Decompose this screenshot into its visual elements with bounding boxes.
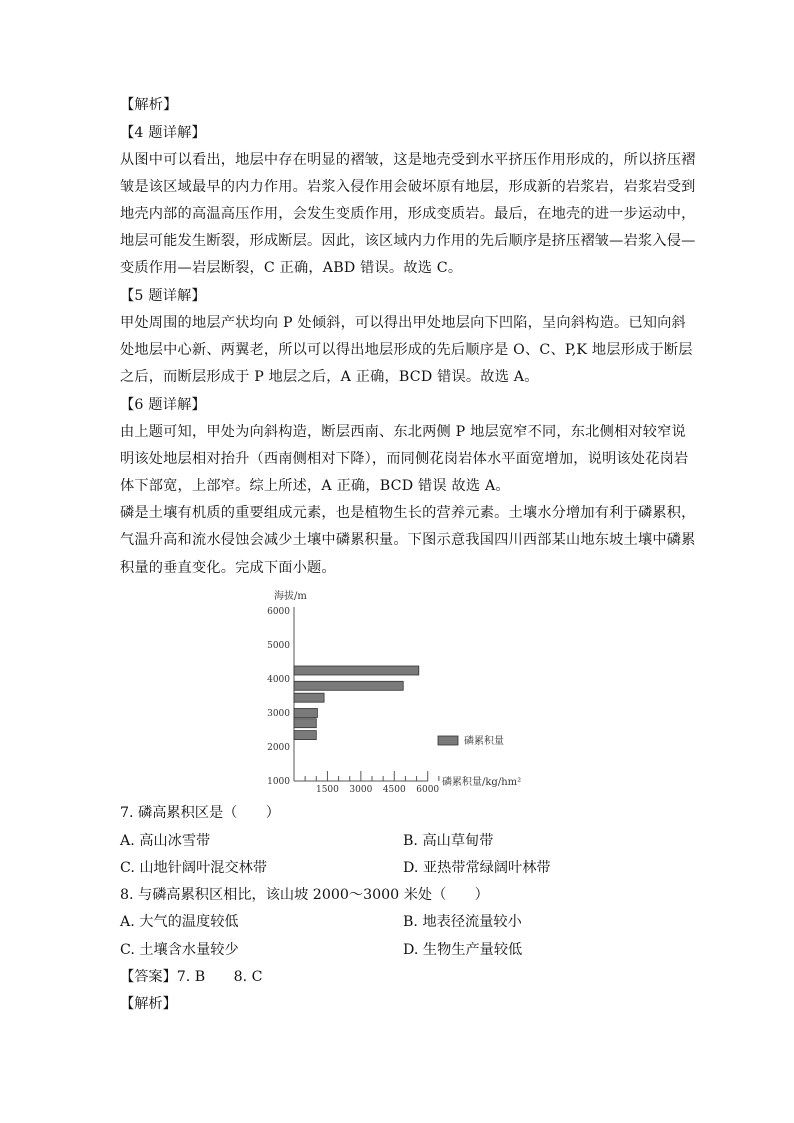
data-bar xyxy=(294,666,419,675)
question-8-option-d: D. 生物生产量较低 xyxy=(403,942,523,958)
text-line: 由上题可知，甲处为向斜构造，断层西南、东北两侧 P 地层宽窄不同，东北侧相对较窄说 xyxy=(120,424,686,440)
text-line: 【4 题详解】 xyxy=(120,125,206,141)
x-axis-label: 磷累积量/kg/hm² xyxy=(442,777,522,788)
question-8-option-c: C. 土壤含水量较少 xyxy=(120,942,239,958)
text-line: 地层可能发生断裂，形成断层。因此，该区域内力作用的先后顺序是挤压褶皱—岩浆入侵— xyxy=(120,233,696,249)
y-tick-label: 2000 xyxy=(267,743,290,753)
question-7-option-c: C. 山地针阔叶混交林带 xyxy=(120,860,268,876)
text-line: 积量的垂直变化。完成下面小题。 xyxy=(120,560,336,576)
text-line: 之后，而断层形成于 P 地层之后，A 正确，BCD 错误。故选 A。 xyxy=(120,369,539,385)
legend-swatch xyxy=(438,736,458,745)
y-tick-label: 6000 xyxy=(267,607,290,617)
data-bar xyxy=(294,731,316,740)
text-line: 从图中可以看出，地层中存在明显的褶皱，这是地壳受到水平挤压作用形成的，所以挤压褶 xyxy=(120,152,696,168)
y-tick-label: 4000 xyxy=(267,675,290,685)
y-tick-label: 1000 xyxy=(267,777,290,787)
legend-label: 磷累积量 xyxy=(464,736,504,747)
text-line: 甲处周围的地层产状均向 P 处倾斜，可以得出甲处地层向下凹陷，呈向斜构造。已知向斜 xyxy=(120,315,686,331)
x-tick-label: 6000 xyxy=(416,785,440,795)
y-axis-label: 海拔/m xyxy=(274,591,307,602)
data-bar xyxy=(294,709,317,718)
x-tick-label: 1500 xyxy=(315,785,339,795)
answer-line: 【答案】7. B 8. C xyxy=(120,969,263,985)
question-7-stem: 7. 磷高累积区是（ ） xyxy=(120,805,280,821)
text-line: 皱是该区域最早的内力作用。岩浆入侵作用会破坏原有地层，形成新的岩浆岩，岩浆岩受到 xyxy=(120,179,696,195)
text-line: 【6 题详解】 xyxy=(120,397,206,413)
data-bar xyxy=(294,693,324,702)
y-tick-label: 5000 xyxy=(267,641,290,651)
question-8-option-a: A. 大气的温度较低 xyxy=(120,914,239,930)
text-line: 变质作用—岩层断裂，C 正确，ABD 错误。故选 C。 xyxy=(120,260,463,276)
text-line: 【解析】 xyxy=(120,97,178,113)
text-line: 体下部宽，上部窄。综上所述，A 正确，BCD 错误 故选 A。 xyxy=(120,478,510,494)
text-line: 磷是土壤有机质的重要组成元素，也是植物生长的营养元素。土壤水分增加有利于磷累积， xyxy=(120,505,696,521)
text-line: 处地层中心新、两翼老，所以可以得出地层形成的先后顺序是 O、C、P,K 地层形成于断层 xyxy=(120,342,693,358)
question-7-option-a: A. 高山冰雪带 xyxy=(120,833,211,849)
x-tick-label: 3000 xyxy=(349,785,373,795)
text-line: 【5 题详解】 xyxy=(120,288,206,304)
data-bar xyxy=(294,719,316,728)
text-line: 地壳内部的高温高压作用，会发生变质作用，形成变质岩。最后，在地壳的进一步运动中， xyxy=(120,206,696,222)
text-line: 明该处地层相对抬升（西南侧相对下降），而同侧花岗岩体水平面宽增加，说明该处花岗岩 xyxy=(120,451,689,467)
phosphorus-altitude-chart xyxy=(260,585,540,795)
question-8-stem: 8. 与磷高累积区相比，该山坡 2000～3000 米处（ ） xyxy=(120,887,489,903)
question-8-option-b: B. 地表径流量较小 xyxy=(403,914,522,930)
analysis-heading: 【解析】 xyxy=(120,996,177,1012)
question-7-option-d: D. 亚热带常绿阔叶林带 xyxy=(403,860,551,876)
question-7-option-b: B. 高山草甸带 xyxy=(403,833,494,849)
text-line: 气温升高和流水侵蚀会减少土壤中磷累积量。下图示意我国四川西部某山地东坡土壤中磷累 xyxy=(120,532,696,548)
y-tick-label: 3000 xyxy=(267,709,290,719)
data-bar xyxy=(294,681,403,690)
x-tick-label: 4500 xyxy=(382,785,406,795)
